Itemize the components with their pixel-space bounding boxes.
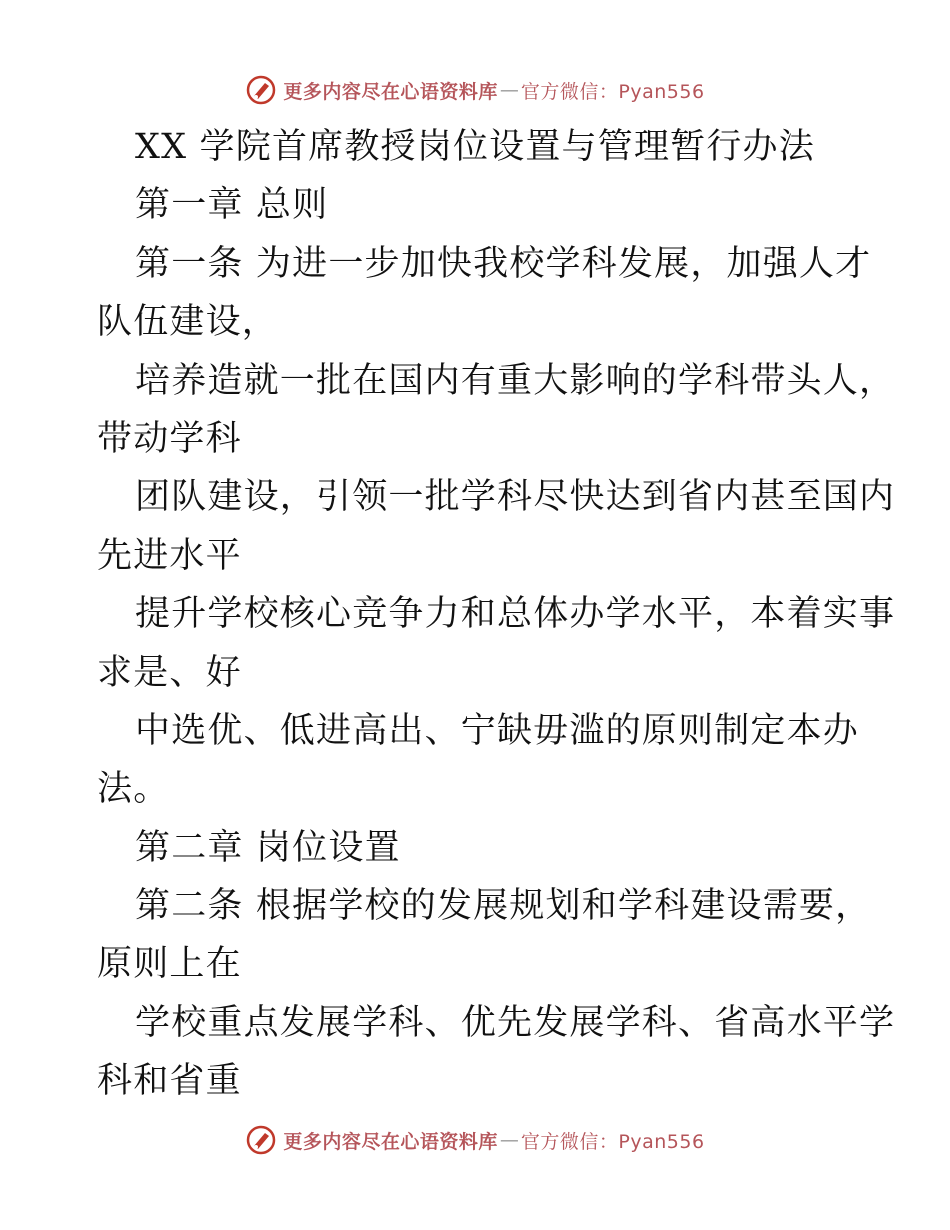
paragraph-line: 学校重点发展学科、优先发展学科、省高水平学: [135, 1002, 896, 1043]
banner-text: 更多内容尽在心语资料库: [283, 80, 498, 103]
paragraph-line: 科和省重: [97, 1061, 242, 1102]
paragraph-line: 团队建设，引领一批学科尽快达到省内甚至国内: [135, 477, 896, 518]
paragraph-line: 法。: [97, 769, 170, 810]
document-title: XX 学院首席教授岗位设置与管理暂行办法: [135, 127, 815, 167]
paragraph-line: 培养造就一批在国内有重大影响的学科带头人，: [135, 360, 896, 401]
pen-logo-icon: [245, 1124, 277, 1156]
chapter-heading: 第一章 总则: [135, 185, 329, 226]
footer-watermark-banner: [0, 1120, 950, 1160]
paragraph-line: 先进水平: [97, 535, 242, 576]
header-watermark-banner: [0, 70, 950, 110]
paragraph-line: 第二条 根据学校的发展规划和学科建设需要，: [135, 886, 872, 927]
paragraph-line: 中选优、低进高出、宁缺毋滥的原则制定本办: [135, 710, 860, 751]
paragraph-line: 队伍建设，: [97, 302, 279, 343]
banner-text: 更多内容尽在心语资料库: [283, 1130, 498, 1153]
paragraph-line: 提升学校核心竞争力和总体办学水平，本着实事: [135, 594, 896, 635]
paragraph-line: 第一条 为进一步加快我校学科发展，加强人才: [135, 243, 872, 284]
chapter-heading: 第二章 岗位设置: [135, 827, 401, 868]
paragraph-line: 原则上在: [97, 944, 242, 985]
banner-wechat-id: 官方微信：Pyan556: [520, 1130, 705, 1153]
banner-wechat-id: 官方微信：Pyan556: [520, 80, 705, 103]
banner-dash: —: [499, 79, 519, 101]
paragraph-line: 带动学科: [97, 418, 242, 459]
pen-logo-icon: [245, 74, 277, 106]
banner-dash: —: [499, 1129, 519, 1151]
paragraph-line: 求是、好: [97, 652, 242, 693]
document-body: [97, 118, 896, 1111]
